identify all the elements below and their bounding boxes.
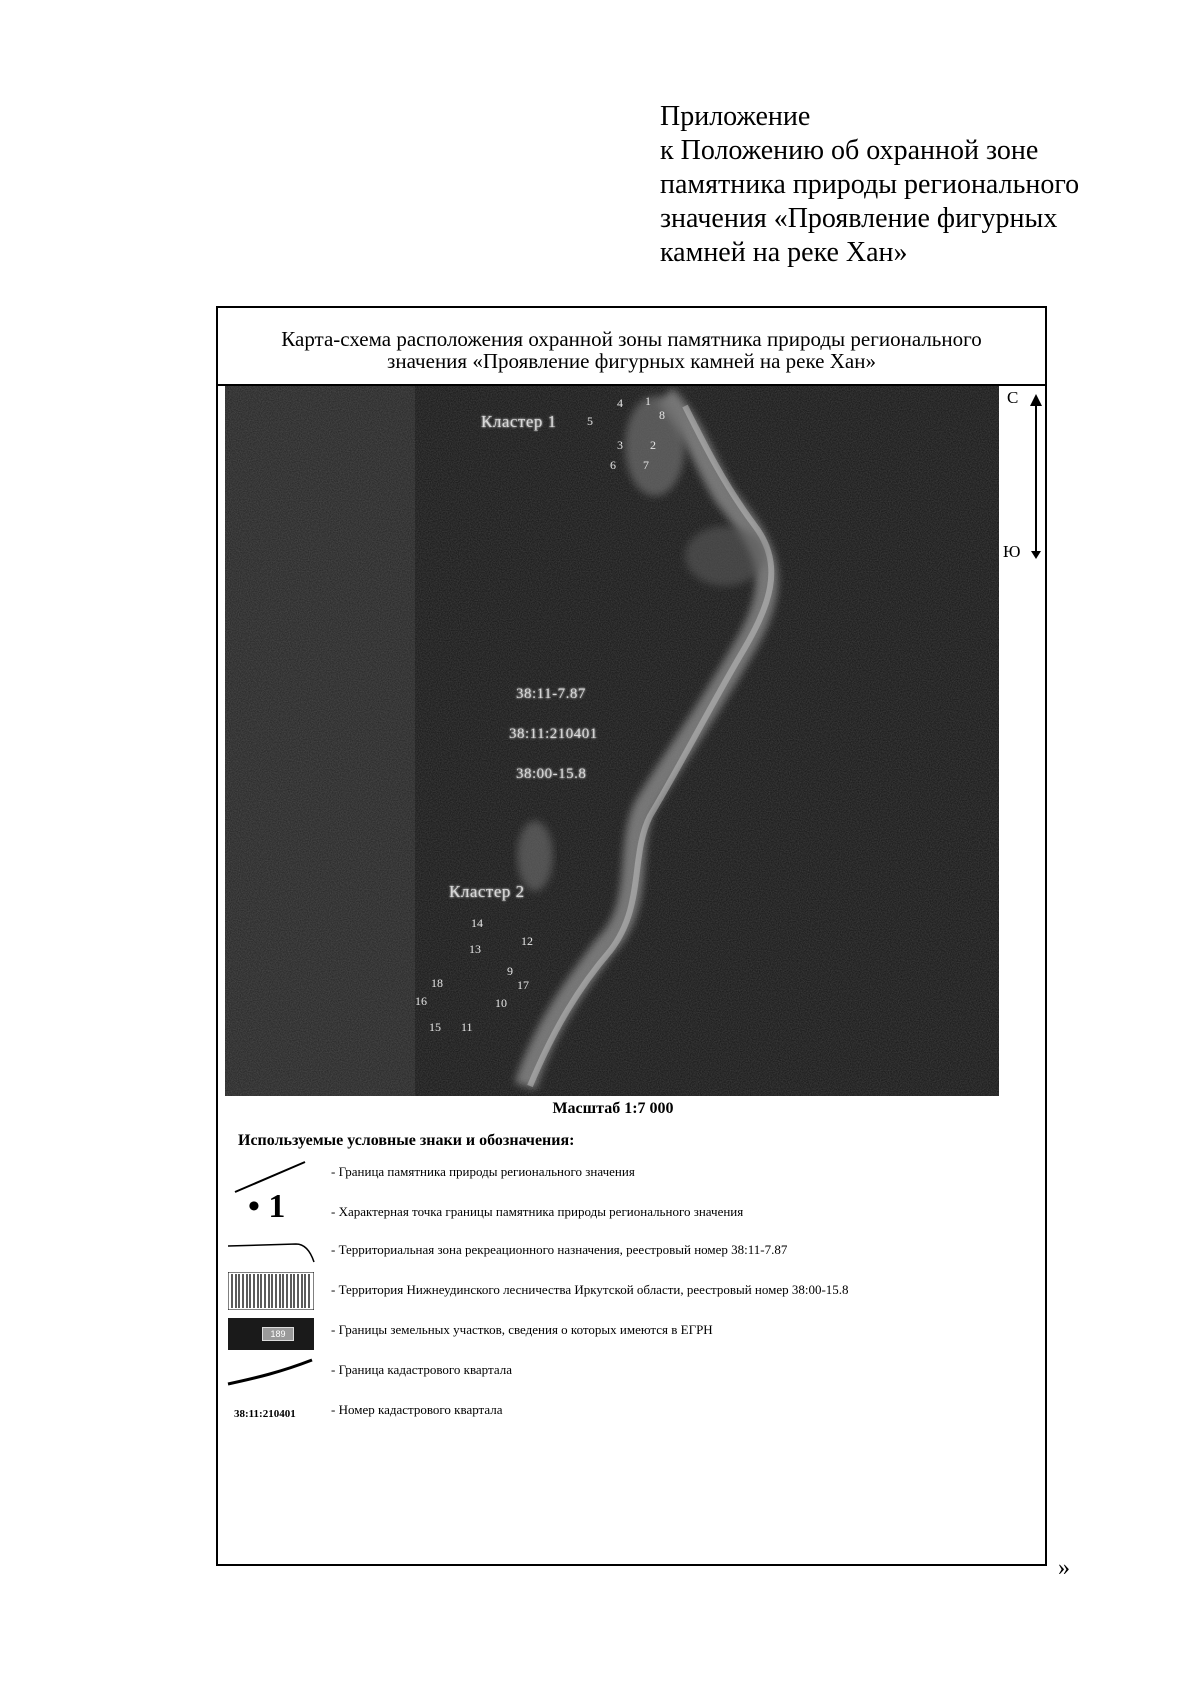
legend-title: Используемые условные знаки и обозначения:	[238, 1132, 575, 1149]
boundary-point: 3	[617, 438, 623, 452]
cadastral-quarter-line-icon	[226, 1356, 318, 1388]
parcel-number-sample: 189	[262, 1327, 294, 1341]
boundary-point: 12	[521, 934, 533, 948]
legend-item-quarter-number: - Номер кадастрового квартала	[331, 1402, 503, 1417]
map-terrain	[225, 386, 999, 1096]
cluster1-label: Кластер 1	[481, 412, 557, 431]
boundary-point: 14	[471, 916, 483, 930]
boundary-point: 15	[429, 1020, 441, 1034]
boundary-point: 1	[645, 394, 651, 408]
boundary-point: 5	[587, 414, 593, 428]
map-scale: Масштаб 1:7 000	[552, 1100, 674, 1117]
boundary-point: 6	[610, 458, 616, 472]
closing-quote: »	[1058, 1555, 1070, 1581]
legend-item-quarter-boundary: - Граница кадастрового квартала	[331, 1362, 512, 1377]
boundary-point: 17	[517, 978, 529, 992]
map-title-line2: значения «Проявление фигурных камней на реке Хан»	[387, 349, 876, 373]
boundary-point-number: 1	[268, 1188, 286, 1225]
legend-item-point: - Характерная точка границы памятника природы регионального значения	[331, 1204, 744, 1219]
legend-item-boundary: - Граница памятника природы регионального значения	[331, 1164, 635, 1179]
map-frame	[216, 306, 1047, 1566]
south-arrow-icon	[1031, 551, 1041, 559]
legend-item-forestry: - Территория Нижнеудинского лесничества Иркутской области, реестровый номер 38:00-15.8	[331, 1282, 849, 1297]
boundary-point: 4	[617, 396, 623, 410]
boundary-point: 8	[659, 408, 665, 422]
land-parcel-icon	[228, 1318, 314, 1350]
compass-line	[1035, 402, 1037, 554]
boundary-point: 2	[650, 438, 656, 452]
zone-label-forestry: 38:00-15.8	[516, 766, 587, 782]
zone-label-quarter: 38:11:210401	[509, 726, 598, 742]
map-title-line1: Карта-схема расположения охранной зоны памятника природы регионального	[281, 327, 982, 351]
zone-label-recreation: 38:11-7.87	[516, 686, 586, 702]
boundary-point: 10	[495, 996, 507, 1010]
appendix-line: памятника природы регионального	[660, 169, 1080, 200]
boundary-point: 18	[431, 976, 443, 990]
compass-north-label: С	[1007, 388, 1019, 407]
boundary-point: 16	[415, 994, 427, 1008]
cadastral-number-sample: 38:11:210401	[234, 1408, 296, 1420]
appendix-line: Приложение	[660, 101, 811, 132]
satellite-map	[225, 386, 999, 1096]
boundary-point: 13	[469, 942, 481, 956]
boundary-point-icon: • 1	[248, 1188, 286, 1225]
map-title	[218, 308, 1045, 386]
compass-south-label: Ю	[1003, 542, 1021, 561]
cluster2-label: Кластер 2	[449, 882, 525, 901]
boundary-point: 7	[643, 458, 649, 472]
recreation-zone-icon	[226, 1236, 318, 1266]
boundary-point: 11	[461, 1020, 473, 1034]
forestry-hatch-icon	[228, 1272, 314, 1310]
appendix-line: значения «Проявление фигурных	[660, 203, 1058, 234]
appendix-line: камней на реке Хан»	[660, 237, 908, 268]
appendix-line: к Положению об охранной зоне	[660, 135, 1039, 166]
boundary-point: 9	[507, 964, 513, 978]
legend-item-recreation: - Территориальная зона рекреационного назначения, реестровый номер 38:11-7.87	[331, 1242, 788, 1257]
appendix-header	[660, 100, 1140, 270]
legend-item-parcels: - Границы земельных участков, сведения о которых имеются в ЕГРН	[331, 1322, 713, 1337]
